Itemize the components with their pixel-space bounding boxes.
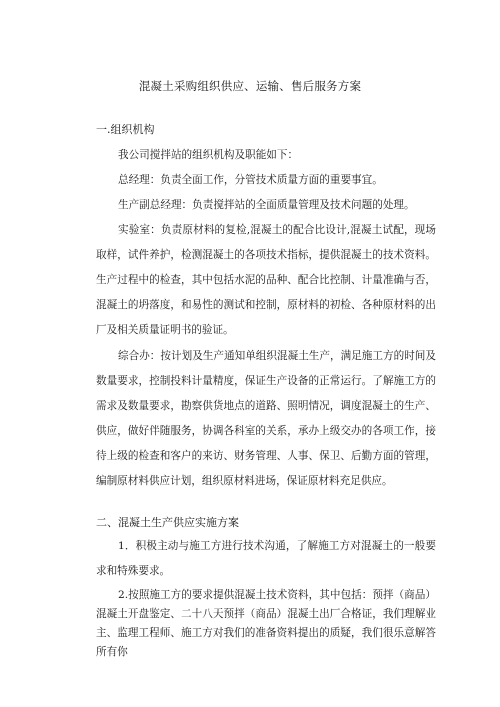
paragraph-item-2: 2.按照施工方的要求提供混凝土技术资料，其中包括：预拌（商品）混凝土开盘鉴定、二十八天预拌（商品）混凝土出厂合格证，我们理解业主、监理工程师、施工方对我们的准备资料提出的质疑，我们很乐意解答所有你 (96, 589, 436, 658)
document-title: 混凝土采购组织供应、运输、售后服务方案 (138, 79, 362, 93)
section-heading-supply-plan: 二、混凝土生产供应实施方案 (96, 516, 239, 529)
paragraph-laboratory: 实验室：负责原材料的复检,混凝土的配合比设计,混凝土试配，现场取样，试件养护，检测混凝土的各项技术指标，提供混凝土的技术资料。生产过程中的检查，其中包括水泥的品种、配合比控制、计量准确与否，混凝土的坍落度，和易性的测试和控制，原材料的初检、各种原材料的出厂及相关质量证明书的验证。 (96, 224, 436, 336)
paragraph-item-1: 1．积极主动与施工方进行技术沟通，了解施工方对混凝土的一般要求和特殊要求。 (96, 540, 436, 577)
paragraph-intro: 我公司搅拌站的组织机构及职能如下： (118, 149, 299, 161)
paragraph-general-manager: 总经理：负责全面工作，分管技术质量方面的重要事宜。 (118, 174, 383, 186)
section-heading-organization: 一.组织机构 (96, 123, 155, 136)
paragraph-general-office: 综合办：按计划及生产通知单组织混凝土生产，满足施工方的时间及数量要求，控制投料计量精度，保证生产设备的正常运行。了解施工方的需求及数量要求，勘察供货地点的道路、照明情况，调度混凝土的生产、供应，做好伴随服务，协调各科室的关系，承办上级交办的各项工作，接待上级的检查和客户的来访、财务管理、人事、保卫、后勤方面的管理，编制原材料供应计划，组织原材料进场，保证原材料充足供应。 (96, 350, 436, 487)
paragraph-vice-general-manager: 生产副总经理：负责搅拌站的全面质量管理及技术问题的处理。 (118, 199, 415, 211)
